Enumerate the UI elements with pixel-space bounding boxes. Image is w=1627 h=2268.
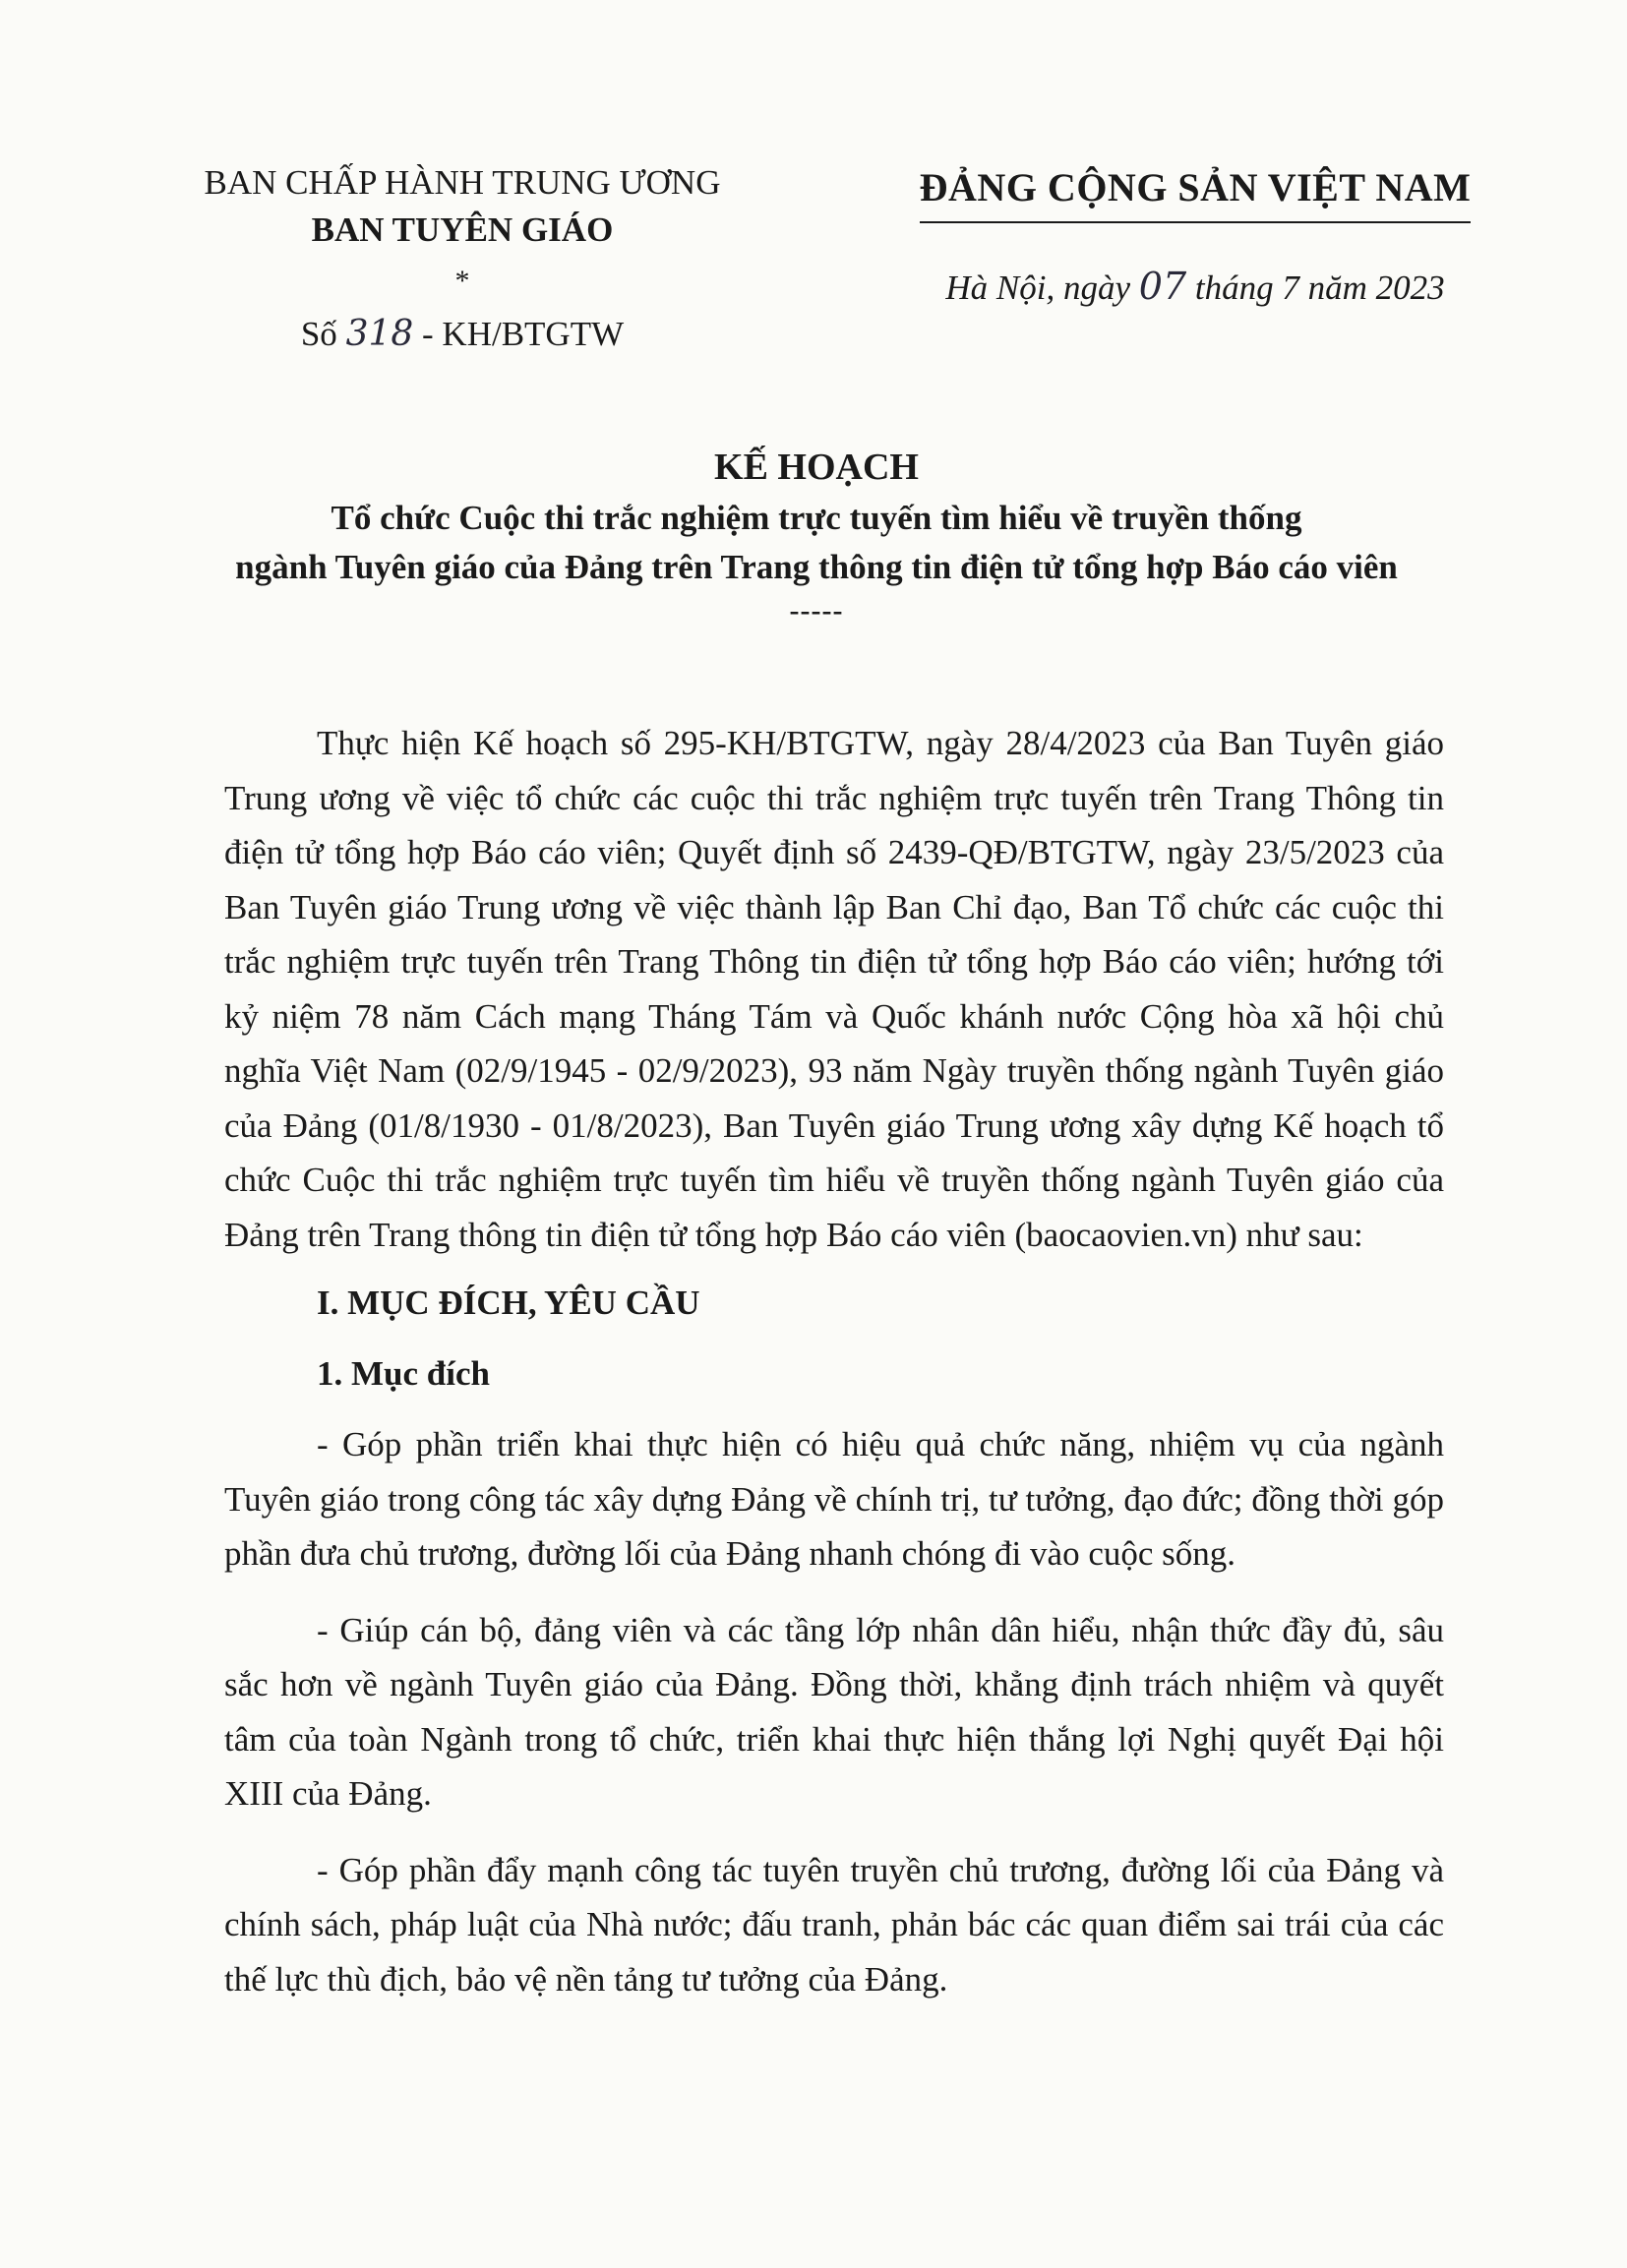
- document-number: [148, 311, 777, 358]
- document-subject-line1: Tổ chức Cuộc thi trắc nghiệm trực tuyến tìm hiểu về truyền thống: [331, 499, 1302, 537]
- issue-date-suffix: tháng 7 năm 2023: [1194, 269, 1445, 307]
- section-heading: I. MỤC ĐÍCH, YÊU CẦU: [317, 1283, 700, 1322]
- issue-date: [915, 263, 1476, 312]
- party-header-block: [915, 162, 1476, 312]
- document-number-handwritten: 318: [345, 314, 414, 354]
- intro-paragraph: Thực hiện Kế hoạch số 295-KH/BTGTW, ngày 28/4/2023 của Ban Tuyên giáo Trung ương về việc tổ chức các cuộc thi trắc nghiệm trực tuyến trên Trang Thông tin điện tử tổng hợp Báo cáo viên; Quyết định số 2439-QĐ/BTGTW, ngày 23/5/2023 của Ban Tuyên giáo Trung ương về việc thành lập Ban Chỉ đạo, Ban Tổ chức các cuộc thi trắc nghiệm trực tuyến trên Trang Thông tin điện tử tổng hợp Báo cáo viên; hướng tới kỷ niệm 78 năm Cách mạng Tháng Tám và Quốc khánh nước Cộng hòa xã hội chủ nghĩa Việt Nam (02/9/1945 - 02/9/2023), 93 năm Ngày truyền thống ngành Tuyên giáo của Đảng (01/8/1930 - 01/8/2023), Ban Tuyên giáo Trung ương xây dựng Kế hoạch tổ chức Cuộc thi trắc nghiệm trực tuyến tìm hiểu về truyền thống ngành Tuyên giáo của Đảng trên Trang thông tin điện tử tổng hợp Báo cáo viên (baocaovien.vn) như sau:: [224, 724, 1444, 1254]
- agency-parent-name: BAN CHẤP HÀNH TRUNG ƯƠNG: [204, 163, 721, 202]
- document-title-block: [167, 443, 1466, 626]
- document-subject-line2: ngành Tuyên giáo của Đảng trên Trang thông tin điện tử tổng hợp Báo cáo viên: [235, 548, 1398, 586]
- subsection-heading: 1. Mục đích: [317, 1354, 490, 1393]
- document-body: [224, 716, 1444, 2028]
- party-name: ĐẢNG CỘNG SẢN VIỆT NAM: [919, 165, 1472, 209]
- party-name-underline: [920, 221, 1471, 223]
- document-type-title: KẾ HOẠCH: [714, 447, 919, 488]
- purpose-item-3: - Góp phần đẩy mạnh công tác tuyên truyền chủ trương, đường lối của Đảng và chính sách, pháp luật của Nhà nước; đấu tranh, phản bác các quan điểm sai trái của các thế lực thù địch, bảo vệ nền tảng tư tưởng của Đảng.: [224, 1850, 1444, 1999]
- issue-date-day-handwritten: 07: [1138, 265, 1187, 308]
- document-number-prefix: Số: [300, 315, 337, 353]
- issuing-agency-block: [148, 159, 777, 358]
- document-number-suffix: - KH/BTGTW: [422, 315, 625, 353]
- purpose-item-2: - Giúp cán bộ, đảng viên và các tầng lớp nhân dân hiểu, nhận thức đầy đủ, sâu sắc hơn về ngành Tuyên giáo của Đảng. Đồng thời, khẳng định trách nhiệm và quyết tâm của toàn Ngành trong tổ chức, triển khai thực hiện thắng lợi Nghị quyết Đại hội XIII của Đảng.: [224, 1610, 1444, 1813]
- purpose-item-1: - Góp phần triển khai thực hiện có hiệu quả chức năng, nhiệm vụ của ngành Tuyên giáo trong công tác xây dựng Đảng về chính trị, tư tưởng, đạo đức; đồng thời góp phần đưa chủ trương, đường lối của Đảng nhanh chóng đi vào cuộc sống.: [224, 1425, 1444, 1573]
- star-mark: *: [454, 265, 470, 297]
- title-separator: -----: [789, 594, 844, 627]
- issue-date-prefix: Hà Nội, ngày: [945, 269, 1131, 307]
- agency-name: BAN TUYÊN GIÁO: [311, 210, 614, 249]
